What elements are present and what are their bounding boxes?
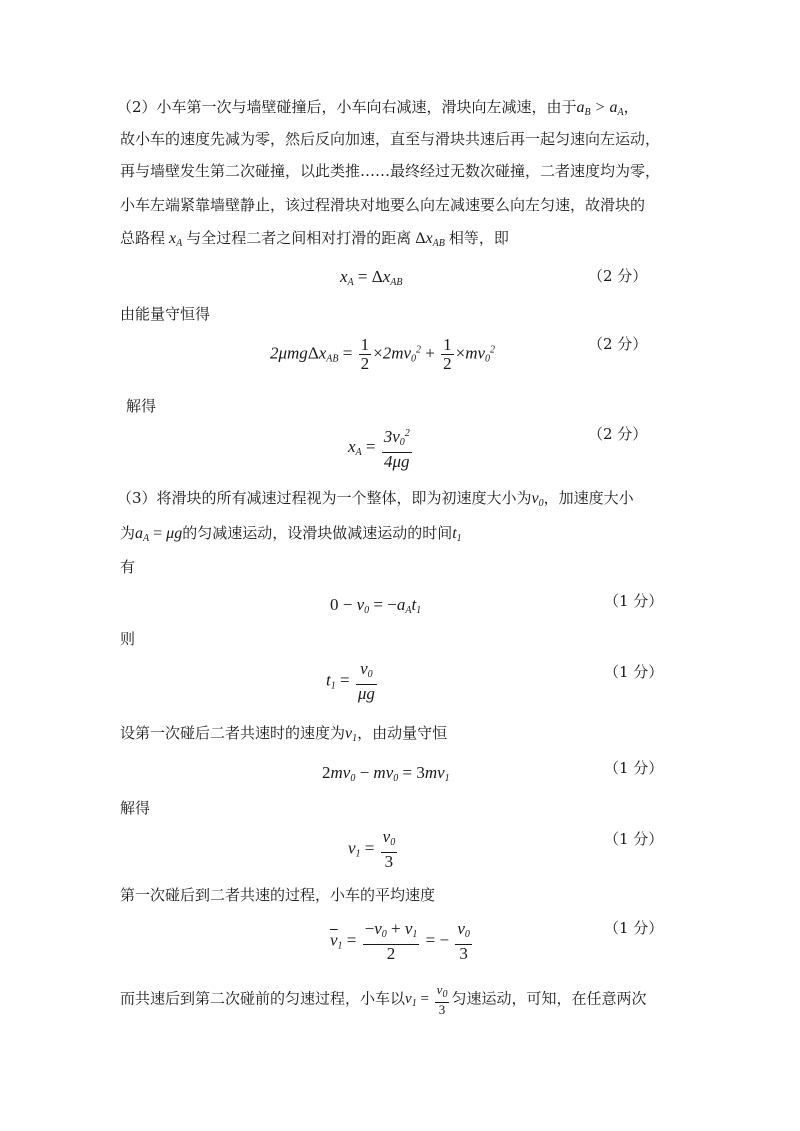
score-eq2: （2 分） — [588, 335, 648, 353]
var-t1: $t_1$ — [452, 525, 462, 544]
momentum-intro-text: 设第一次碰后二者共速时的速度为 — [120, 724, 346, 742]
part2-line2: 故小车的速度先减为零，然后反向加速，直至与滑块共速后再一起匀速向左运动， — [120, 130, 661, 148]
score-eq4: （1 分） — [604, 592, 664, 610]
part3-line2-b: 的匀减速运动，设滑块做减速运动的时间 — [182, 524, 453, 542]
part3-line1-end: ，加速度大小 — [543, 489, 634, 507]
score-eq5: （1 分） — [604, 663, 664, 681]
momentum-intro — [120, 722, 680, 750]
last-line-a: 而共速后到第二次碰前的匀速过程，小车以 — [120, 989, 406, 1008]
part3-line2 — [120, 522, 680, 550]
part3-line2-a: 为 — [120, 524, 136, 542]
score-eq3: （2 分） — [588, 425, 648, 443]
var-aA-mug: $a_A = \mu g$ — [135, 525, 183, 544]
average-velocity-intro: 第一次碰后到二者共速的过程，小车的平均速度 — [120, 886, 436, 904]
var-dxAB: $\Delta x_{AB}$ — [415, 230, 445, 249]
then-label: 则 — [120, 630, 136, 648]
part3-line1 — [117, 487, 677, 515]
part2-line4: 小车左端紧靠墙壁静止，该过程滑块对地要么向左减速要么向左匀速，故滑块的 — [120, 196, 646, 214]
part2-line1-end: ， — [623, 98, 639, 116]
momentum-intro-end: ，由动量守恒 — [357, 724, 448, 742]
equation-4: $0 - v_0 = -a_At_1$ — [330, 595, 422, 616]
score-eq6: （1 分） — [604, 759, 664, 777]
part2-line5 — [120, 227, 680, 255]
part2-line3: 再与墙壁发生第二次碰撞，以此类推……最终经过无数次碰撞，二者速度均为零， — [120, 162, 661, 180]
equation-1: $x_A = \Delta x_{AB}$ — [340, 267, 403, 288]
last-line — [120, 983, 700, 1017]
part2-condition: $a_B > a_A$ — [576, 99, 624, 118]
equation-6: $2mv_0 - mv_0 = 3mv_1$ — [322, 763, 450, 784]
var-v1: $v_1$ — [345, 725, 358, 744]
equation-5: $t_1$ = $\frac{v_0}{\mu g}$ — [326, 659, 375, 703]
energy-intro: 由能量守恒得 — [120, 305, 211, 323]
var-xA: $x_A$ — [169, 230, 183, 249]
var-v0: $v_0$ — [531, 490, 544, 509]
score-eq7: （1 分） — [604, 830, 664, 848]
equation-7: $v_1$ = $\frac{v_0}{3}$ — [348, 827, 396, 871]
part2-line5-c: 相等，即 — [448, 229, 509, 247]
have-label: 有 — [120, 558, 136, 576]
solve-label-2: 解得 — [120, 799, 151, 817]
var-v1-eq-v0-3: $v_1$ = $\frac{v_0}{3}$ — [405, 982, 448, 1017]
part2-line1-text: （2）小车第一次与墙壁碰撞后，小车向右减速，滑块向左减速，由于 — [117, 98, 577, 116]
part2-line1 — [117, 96, 677, 124]
score-eq1: （2 分） — [588, 267, 648, 285]
part2-line5-b: 与全过程二者之间相对打滑的距离 — [186, 229, 412, 247]
part3-line1-text: （3）将滑块的所有减速过程视为一个整体，即为初速度大小为 — [117, 489, 532, 507]
equation-3: $x_A$ = $\frac{3v_0^2}{4\mu g}$ — [348, 427, 410, 471]
part2-line5-a: 总路程 — [120, 229, 166, 247]
solve-label-1: 解得 — [126, 397, 157, 415]
equation-8: $\overline{v}_1$ = $\frac{-v_0 + v_1}{2}$ = − $\frac{v_0}{3}$ — [330, 919, 470, 963]
score-eq8: （1 分） — [604, 919, 664, 937]
last-line-b: 匀速运动，可知，在任意两次 — [451, 989, 647, 1008]
equation-2: 2μmgΔx$_{AB}$ = $\frac{1}{2}$ $\times 2mv_0^2$ + $\frac{1}{2}$ $\times mv_0^2$ — [270, 335, 496, 373]
